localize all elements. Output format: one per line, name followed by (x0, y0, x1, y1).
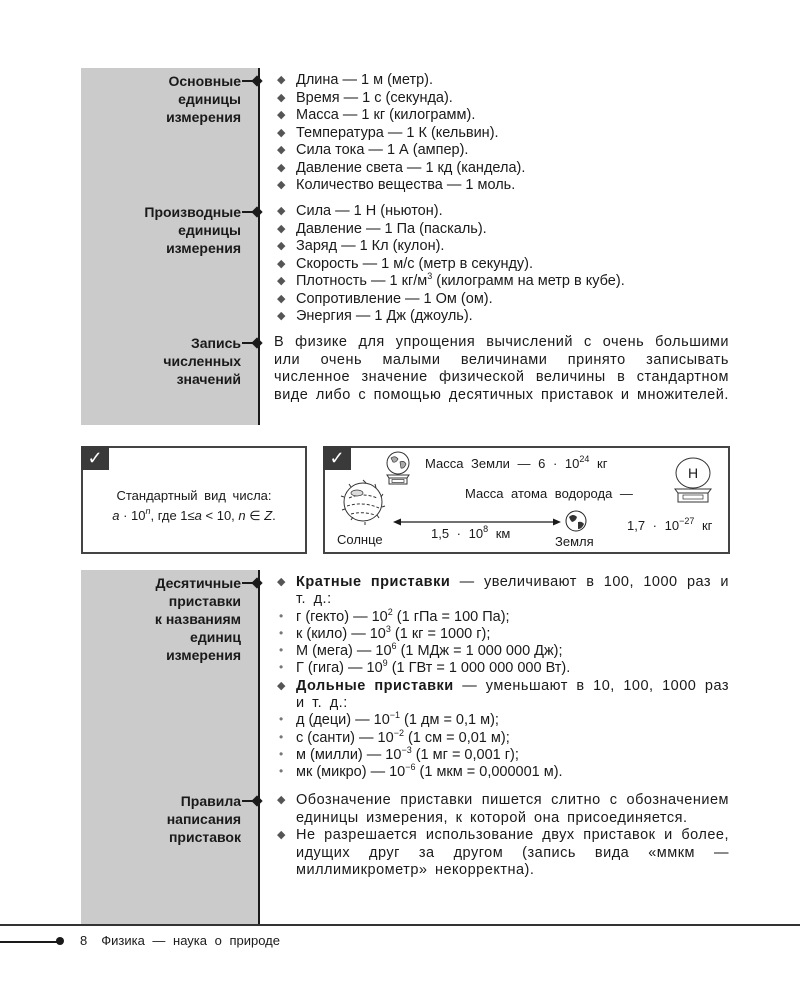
footer-divider (0, 924, 800, 926)
diamond-bullet-icon: ◆ (277, 240, 286, 252)
diamond-bullet-icon: ◆ (277, 257, 286, 270)
base-units-list (275, 72, 729, 195)
list-item: ◆ Обозначение приставки пишется слитно с обозначением единицы измерения, к которой она присоединяется. (277, 792, 729, 826)
prefixes-list (275, 574, 729, 782)
checkmark-icon: ✓ (323, 446, 351, 470)
list-item: ◆ Время — 1 с (секунда). (277, 89, 453, 106)
list-item: ◆ Давление — 1 Па (паскаль). (277, 220, 487, 237)
list-item: ◆ Давление света — 1 кд (кандела). (277, 159, 526, 176)
list-item: ◆ Не разрешается использование двух приставок и более, идущих друг за другом (запись вида «ммкм — миллимикрометр» некорректна). (277, 827, 729, 878)
section-label: Десятичные приставки к названиям единиц измерения (154, 575, 241, 663)
sun-icon (335, 476, 391, 528)
hydrogen-mass-value: $1,7 \cdot 10^{-27}$ кг (627, 516, 713, 533)
diamond-bullet-icon: ◆ (277, 144, 286, 156)
prefix-item: • к (кило) — $10^3$ (1 кг = 1000 г); (279, 623, 491, 642)
diamond-bullet-icon: ◆ (277, 275, 286, 287)
prefix-item: • мк (микро) — $10^{-6}$ (1 мкм = 0,000001 м). (279, 762, 563, 781)
checkmark-icon: ✓ (81, 446, 109, 470)
prefix-item: • с (санти) — $10^{-2}$ (1 см = 0,01 м); (279, 727, 510, 746)
diamond-bullet-icon: ◆ (277, 161, 286, 174)
diamond-bullet-icon: ◆ (277, 310, 286, 322)
diamond-bullet-icon: ◆ (277, 292, 286, 305)
diamond-bullet-icon: ◆ (277, 222, 286, 235)
examples-box (323, 446, 730, 554)
dot-bullet-icon: • (279, 643, 284, 658)
divider-line-top (258, 68, 260, 425)
list-item: ◆ Температура — 1 К (кельвин). (277, 124, 499, 141)
prefix-item: • М (мега) — $10^6$ (1 МДж = 1 000 000 Дж); (279, 641, 563, 660)
diamond-bullet-icon: ◆ (277, 109, 286, 121)
list-item: ◆ Длина — 1 м (метр). (277, 72, 434, 88)
dot-bullet-icon: • (279, 660, 284, 675)
list-item-submultiple-prefixes: ◆ Дольные приставки — уменьшают в 10, 100, 1000 раз и т. д.: (277, 677, 729, 712)
dot-bullet-icon: • (279, 608, 284, 623)
standard-form-box (81, 446, 307, 554)
derived-units-list (275, 203, 729, 326)
section-label: Правила написания приставок (166, 793, 241, 845)
list-item-multiple-prefixes: ◆ Кратные приставки — увеличивают в 100, 1000 раз и т. д.: (277, 574, 730, 608)
chapter-title: Физика — наука о природе (101, 933, 280, 948)
section-label: Основные единицы измерения (166, 73, 241, 125)
diamond-bullet-icon: ◆ (277, 829, 286, 841)
standard-form-formula: $a \cdot 10^n$, где 1≤a < 10, n ∈ Z. (112, 506, 276, 523)
hydrogen-mass-label: Масса атома водорода — (465, 486, 633, 501)
section-label: Производные единицы измерения (144, 204, 241, 256)
dot-bullet-icon: • (279, 712, 284, 727)
dot-bullet-icon: • (279, 625, 284, 640)
footer-dot-icon (56, 937, 64, 945)
earth-mass-text: Масса Земли — $6 \cdot 10^{24}$ кг (425, 454, 608, 471)
list-item: ◆ Сопротивление — 1 Ом (ом). (277, 290, 493, 307)
diamond-bullet-icon: ◆ (277, 576, 286, 588)
page-footer (80, 933, 294, 948)
prefix-rules-list (275, 792, 729, 880)
divider-line-bottom (258, 570, 260, 924)
diamond-bullet-icon: ◆ (277, 205, 286, 217)
list-item: ◆ Масса — 1 кг (килограмм). (277, 107, 476, 123)
list-item: ◆ Скорость — 1 м/с (метр в секунду). (277, 255, 534, 272)
dot-bullet-icon: • (279, 746, 284, 761)
page-number: 8 (80, 933, 88, 948)
dot-bullet-icon: • (279, 729, 284, 744)
diamond-bullet-icon: ◆ (277, 91, 286, 104)
diamond-bullet-icon: ◆ (277, 794, 286, 806)
prefix-item: • г (гекто) — $10^2$ (1 гПа = 100 Па); (279, 606, 510, 625)
prefix-item: • Г (гига) — $10^9$ (1 ГВт = 1 000 000 000 Вт). (279, 658, 571, 677)
earth-globe-icon (565, 510, 587, 532)
sun-label: Солнце (337, 532, 383, 547)
list-item: ◆ Заряд — 1 Кл (кулон). (277, 238, 445, 254)
section-label: Запись численных значений (163, 335, 241, 387)
list-item: ◆ Плотность — 1 $кг/м^3$ (килограмм на метр в кубе). (277, 271, 625, 289)
hydrogen-atom-on-scale-icon (669, 456, 717, 508)
list-item: ◆ Сила — 1 Н (ньютон). (277, 203, 443, 219)
list-item: ◆ Энергия — 1 Дж (джоуль). (277, 308, 473, 324)
list-item: ◆ Сила тока — 1 А (ампер). (277, 142, 469, 158)
footer-rule-line (0, 941, 58, 943)
prefix-item: • д (деци) — $10^{-1}$ (1 дм = 0,1 м); (279, 710, 499, 729)
standard-form-title: Стандартный вид числа: (116, 488, 272, 503)
notation-paragraph: В физике для упрощения вычислений с очень большими или очень малыми величинами принято записывать численное значение физической величины в стандартном виде либо с помощью десятичных приставок и множителей. (274, 334, 729, 403)
list-item: ◆ Количество вещества — 1 моль. (277, 177, 516, 193)
prefix-item: • м (милли) — $10^{-3}$ (1 мг = 0,001 г); (279, 744, 519, 763)
diamond-bullet-icon: ◆ (277, 74, 286, 86)
svg-text:H: H (687, 465, 699, 481)
sun-earth-distance: $1,5 \cdot 10^8$ км (431, 524, 511, 541)
diamond-bullet-icon: ◆ (277, 679, 286, 692)
diamond-bullet-icon: ◆ (277, 126, 286, 139)
earth-label: Земля (555, 534, 594, 549)
dot-bullet-icon: • (279, 764, 284, 779)
diamond-bullet-icon: ◆ (277, 179, 286, 191)
